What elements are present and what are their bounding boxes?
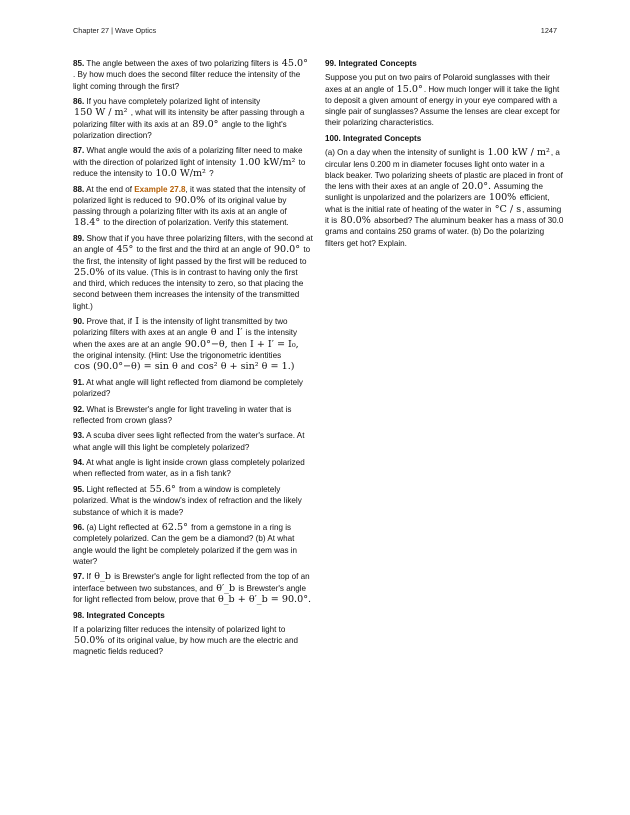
problem-text: (a) Light reflected at [86, 523, 159, 533]
problem-86 [73, 96, 313, 141]
section-heading: 98. Integrated Concepts [73, 610, 165, 620]
problem-88 [73, 184, 313, 229]
problem-number: 88. [73, 184, 85, 194]
problem-number: 97. [73, 572, 85, 582]
problem-94 [73, 457, 313, 480]
problem-text: from a gemstone in a ring is completely polarized. Can the gem be a diamond? (b) At what angle would the light be completely polarized if the gem was in water? [73, 523, 298, 566]
problem-number: 85. [73, 59, 85, 68]
problem-97 [73, 571, 313, 605]
problem-text: If a polarizing filter reduces the intensity of polarized light to [73, 624, 286, 634]
math-expression: 90.0° [273, 244, 301, 256]
math-expression: 90.0% [174, 194, 206, 206]
math-expression: 45° [116, 244, 134, 256]
problem-number: 86. [73, 97, 85, 107]
math-expression: 90.0°−θ, [184, 338, 228, 350]
math-expression: 55.6° [149, 483, 176, 495]
math-expression: cos² θ + sin² θ = 1.) [197, 361, 295, 373]
problem-text: The angle between the axes of two polarizing filters is [86, 59, 279, 68]
problem-number: 93. [73, 431, 85, 441]
problem-text: At the end of [86, 184, 132, 194]
problem-number: 87. [73, 146, 85, 156]
math-expression: 20.0°. [461, 181, 492, 193]
page-number: 1247 [540, 26, 557, 35]
problem-text: the original intensity. (Hint: Use the trigonometric identities [73, 351, 282, 361]
problem-text: Assuming the sunlight is unpolarized and the polarizers are [325, 182, 543, 203]
math-expression: 62.5° [161, 522, 188, 534]
problem-text: , it was stated that the intensity of polarized light is reduced to [73, 184, 306, 205]
math-expression: 18.4° [74, 217, 101, 229]
left-column [73, 58, 313, 662]
problem-text: ? [209, 169, 214, 179]
problem-text: . How much longer will it take the light to deposit a given amount of energy in your eye compared with a single pair of sunglasses? Assume the lenses are clear except for their polarizing characteristics. [325, 84, 560, 128]
math-expression: 15.0° [396, 83, 423, 95]
math-expression: 1.00 kW / m² [487, 147, 550, 159]
problem-number: 92. [73, 404, 85, 414]
problem-text: is Brewster's angle for light reflected from the top of an interface between two substances, and [73, 572, 310, 593]
problem-89 [73, 233, 313, 312]
right-column [325, 58, 565, 253]
problem-text: efficient, what is the initial rate of heating of the water in [325, 193, 550, 214]
problem-93 [73, 430, 313, 453]
problem-90 [73, 316, 313, 372]
problem-number: 91. [73, 377, 85, 387]
problem-text: A scuba diver sees light reflected from the water's surface. At what angle will this light be completely polarized? [73, 431, 305, 452]
math-expression: 45.0° [281, 58, 308, 69]
problem-text: , assuming it is [325, 204, 562, 226]
page-header [73, 26, 557, 38]
problem-text: Prove that, if [86, 317, 132, 327]
problem-text: of its value. (This is in contrast to having only the first and third, which reduces the intensity to zero, so that placing the second between them increases the intensity of the transmitted light.) [73, 267, 304, 311]
problem-85 [73, 58, 313, 92]
problem-text: At what angle is light inside crown glass completely polarized when reflected from water, as in a fish tank? [73, 458, 305, 479]
problem-99 [325, 72, 565, 128]
problem-text: Light reflected at [86, 484, 147, 494]
problem-text: to reduce the intensity to [73, 157, 306, 179]
problem-text: to the first and the third at an angle of [136, 245, 271, 255]
problem-100 [325, 147, 565, 249]
problem-96 [73, 522, 313, 567]
math-expression: 1.00 kW/m² [239, 156, 296, 168]
example-link[interactable]: Example 27.8 [134, 184, 186, 194]
math-expression: I + I′ = I₀, [250, 338, 299, 350]
problem-95 [73, 484, 313, 518]
section-heading: 99. Integrated Concepts [325, 59, 417, 68]
math-expression: I [135, 316, 139, 328]
chapter-title: Chapter 27 | Wave Optics [73, 26, 157, 35]
problem-text: , what will its intensity be after passing through a polarizing filter with its axis at an [73, 108, 305, 129]
section-heading: 100. Integrated Concepts [325, 133, 422, 143]
problem-91 [73, 377, 313, 400]
problem-text: to the direction of polarization. Verify this statement. [103, 218, 289, 228]
math-expression: θ [210, 327, 217, 339]
problem-text: What angle would the axis of a polarizing filter need to make with the direction of polarized light of intensity [73, 146, 303, 167]
problem-number: 90. [73, 317, 85, 327]
problem-number: 94. [73, 458, 85, 468]
math-expression: cos (90.0°−θ) = sin θ [74, 361, 178, 373]
math-expression: 89.0° [192, 118, 219, 130]
problem-text: Show that if you have three polarizing filters, with the second at an angle of [73, 233, 313, 255]
problem-number: 95. [73, 484, 85, 494]
problem-text: angle to the light's polarization direction? [73, 119, 287, 140]
math-expression: 50.0% [74, 635, 105, 647]
math-expression: θ_b + θ′_b = 90.0°. [217, 594, 312, 606]
problem-number: 89. [73, 233, 85, 243]
problem-text: absorbed? The aluminum beaker has a mass of 30.0 grams and contains 250 grams of water. (b) Do the polarizing filters get hot? Explain. [325, 216, 564, 248]
problem-text: . By how much does the second filter reduce the intensity of the light coming through the first? [73, 70, 301, 91]
math-expression: θ_b [94, 571, 111, 583]
problem-text: is Brewster's angle for light reflected from below, prove that [73, 583, 307, 605]
problem-text: to the first, the intensity of light passed by the first will be reduced to [73, 245, 311, 266]
math-expression: 10.0 W/m² [155, 168, 206, 180]
math-expression: 25.0% [74, 266, 105, 278]
problem-text: (a) On a day when the intensity of sunlight is [325, 148, 485, 158]
problem-text: Suppose you put on two pairs of Polaroid sunglasses with their axes at an angle of [325, 73, 550, 94]
problem-text: At what angle will light reflected from diamond be completely polarized? [73, 377, 303, 399]
problem-text: and [180, 362, 195, 372]
problem-number: 96. [73, 523, 85, 533]
problem-87 [73, 145, 313, 179]
problem-text: from a window is completely polarized. What is the window's index of refraction and the likely substance of which it is made? [73, 484, 302, 517]
math-expression: θ′_b [216, 582, 236, 594]
problem-text: of its original value by passing through a polarizing filter with its axis at an angle of [73, 195, 287, 217]
problem-text: , a circular lens 0.200 m in diameter focuses light onto water in a black beaker. Two polarizing sheets of plastic are placed in front of the lens with their axes at an angle of [325, 148, 563, 192]
problem-text: then [230, 339, 247, 349]
problem-text: is the intensity when the axes are at an angle [73, 328, 298, 349]
problem-92 [73, 404, 313, 427]
problem-text: of its original value, by how much are the electric and magnetic fields reduced? [73, 636, 299, 657]
math-expression: I′ [236, 327, 243, 339]
problem-text: is the intensity of light transmitted by two polarizing filters with axes at an angle [73, 317, 288, 338]
math-expression: 80.0% [340, 215, 371, 227]
math-expression: 100% [488, 192, 517, 204]
problem-text: and [219, 328, 234, 338]
problem-text: If you have completely polarized light of intensity [86, 97, 261, 107]
problem-text: If [86, 572, 92, 582]
math-expression: °C / s [494, 203, 522, 215]
math-expression: 150 W / m² [74, 107, 128, 119]
problem-98 [73, 624, 313, 658]
problem-text: What is Brewster's angle for light traveling in water that is reflected from crown glass? [73, 404, 292, 425]
